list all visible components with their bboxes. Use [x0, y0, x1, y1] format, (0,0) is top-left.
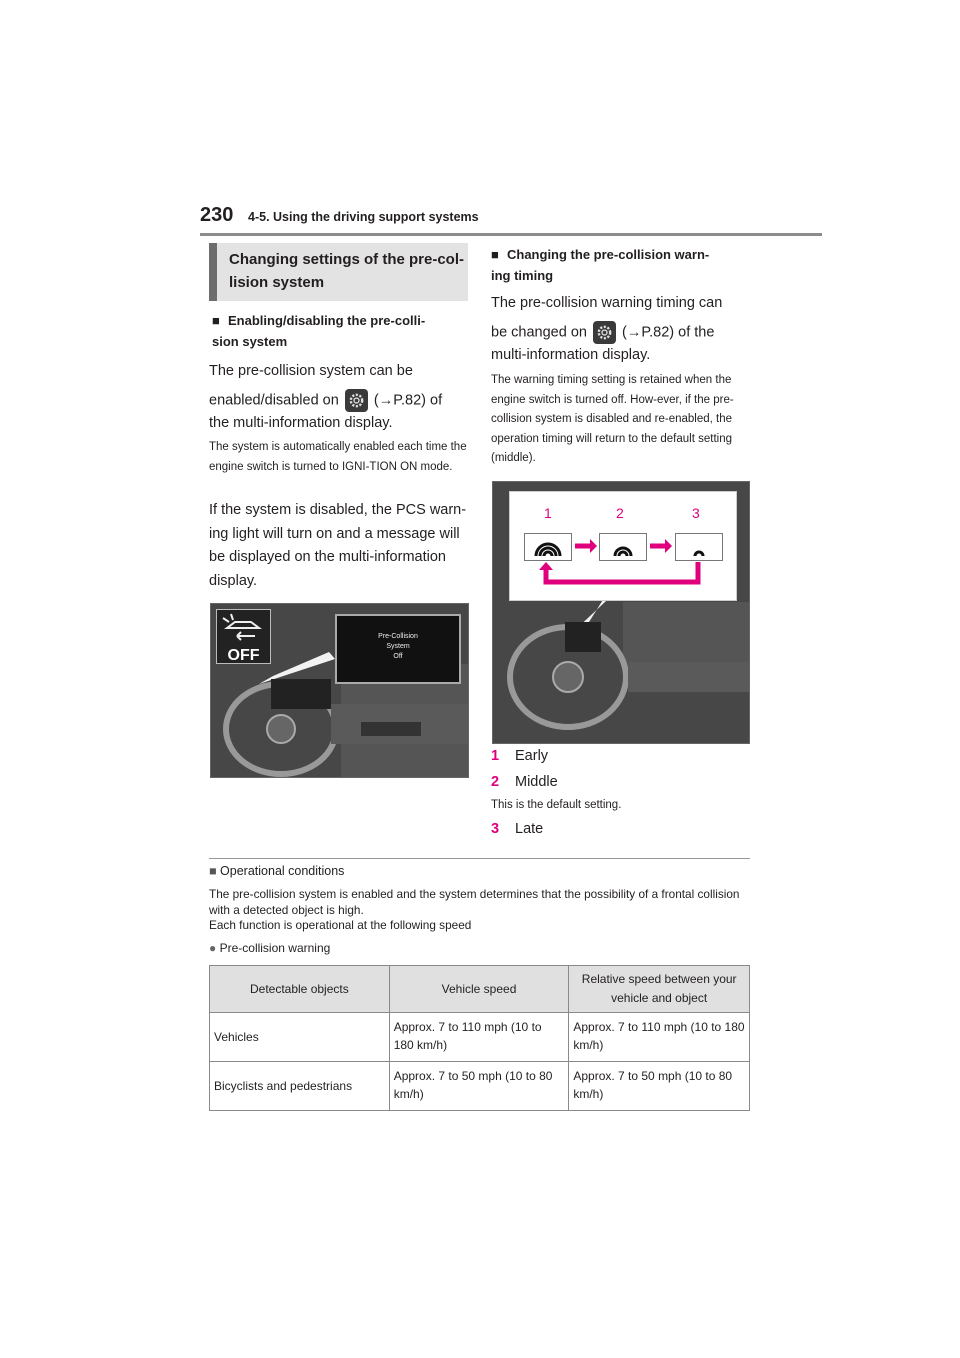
- timing-number-2: 2: [616, 505, 624, 521]
- list-item: [491, 818, 751, 842]
- item-label: Late: [515, 820, 544, 837]
- list-item: [491, 771, 751, 795]
- conditions-heading-text: Operational conditions: [220, 864, 345, 878]
- bullet-text: Pre-collision warning: [219, 941, 331, 955]
- section-title: Changing settings of the pre-col- lision system: [229, 251, 464, 291]
- item-number: 2: [491, 773, 500, 790]
- table-cell: Bicyclists and pedestrians: [210, 1062, 390, 1111]
- right-para1-ref: (→P.82) of the: [622, 323, 715, 340]
- pcs-off-figure: [210, 603, 469, 778]
- item-number: 3: [491, 820, 500, 837]
- left-para1-line2: [209, 389, 469, 413]
- list-item: [491, 745, 751, 769]
- left-note: The system is automatically enabled each time the engine switch is turned to IGNI-TION ON mode.: [209, 441, 467, 473]
- screen-line3: Off: [393, 653, 403, 660]
- table-header-row: [210, 966, 750, 1013]
- conditions-heading: [209, 864, 344, 878]
- table-cell: Approx. 7 to 110 mph (10 to 180 km/h): [389, 1013, 569, 1062]
- left-subhead-text: Enabling/disabling the pre-colli- sion system: [212, 313, 426, 349]
- table-cell: Approx. 7 to 50 mph (10 to 80 km/h): [389, 1062, 569, 1111]
- gear-icon: [593, 321, 616, 344]
- table-cell: Vehicles: [210, 1013, 390, 1062]
- conditions-para-1: The pre-collision system is enabled and the system determines that the possibility of a frontal collision with a detected object is high.: [209, 887, 740, 917]
- item-number: 1: [491, 748, 500, 764]
- timing-callout: [509, 491, 737, 601]
- section-title-box: [209, 243, 468, 301]
- table-cell: Approx. 7 to 50 mph (10 to 80 km/h): [569, 1062, 750, 1111]
- pcs-off-badge: OFF: [227, 647, 260, 664]
- table-row: [210, 1062, 750, 1111]
- right-para1-line2: [491, 321, 756, 345]
- square-bullet-icon: ■: [212, 313, 220, 328]
- left-para1-ref: (→P.82) of: [373, 391, 443, 408]
- conditions-para-2: Each function is operational at the following speed: [209, 918, 472, 932]
- section-header: 4-5. Using the driving support systems: [248, 210, 479, 224]
- table-header: Detectable objects: [210, 966, 390, 1013]
- conditions-para: [209, 887, 754, 934]
- right-subhead-text: Changing the pre-collision warn- ing timing: [491, 247, 710, 283]
- item-label: Middle: [515, 773, 558, 790]
- left-para1-line3: the multi-information display.: [209, 415, 393, 432]
- table-row: [210, 1013, 750, 1062]
- gear-icon: [345, 389, 368, 412]
- cycle-arrows: [510, 492, 736, 600]
- timing-number-1: 1: [544, 505, 552, 521]
- left-para1-line1: The pre-collision system can be: [209, 363, 413, 379]
- table-cell: Approx. 7 to 110 mph (10 to 180 km/h): [569, 1013, 750, 1062]
- right-para1-line1: The pre-collision warning timing can: [491, 295, 723, 311]
- square-bullet-icon: ■: [491, 247, 499, 262]
- screen-line1: Pre-Collision: [378, 633, 418, 640]
- item-label: Early: [515, 748, 549, 764]
- screen-line2: System: [386, 643, 410, 650]
- timing-number-3: 3: [692, 505, 700, 521]
- bullet-pcw: [209, 941, 330, 955]
- header-rule: [200, 233, 822, 236]
- pcs-warning-light: [216, 609, 271, 664]
- warning-timing-figure: [492, 481, 750, 744]
- speed-table: [209, 965, 750, 1111]
- left-subhead: [212, 310, 472, 352]
- right-para1: [491, 292, 756, 368]
- item-note: This is the default setting.: [491, 799, 622, 811]
- right-para1-line3: multi-information display.: [491, 347, 651, 364]
- circle-bullet-icon: ●: [209, 941, 217, 955]
- page-number: 230: [200, 204, 234, 226]
- divider-rule: [209, 858, 750, 859]
- mid-display-callout: [335, 614, 461, 684]
- timing-list: [491, 745, 751, 841]
- right-para1-b: be changed on: [491, 323, 587, 340]
- left-para2: If the system is disabled, the PCS warn-ing light will turn on and a message will be displayed on the multi-information display.: [209, 502, 467, 589]
- pcs-car-icon: [217, 610, 270, 642]
- right-subhead: [491, 244, 761, 286]
- square-bullet-icon: ■: [209, 864, 217, 878]
- right-note: The warning timing setting is retained when the engine switch is turned off. How-ever, if the pre-collision system is disabled and re-enabled, the operation timing will return to the default setting (middle).: [491, 374, 734, 464]
- left-para1-b: enabled/disabled on: [209, 391, 339, 408]
- table-header: Relative speed between your vehicle and object: [569, 966, 750, 1013]
- table-header: Vehicle speed: [389, 966, 569, 1013]
- left-para1: [209, 360, 469, 436]
